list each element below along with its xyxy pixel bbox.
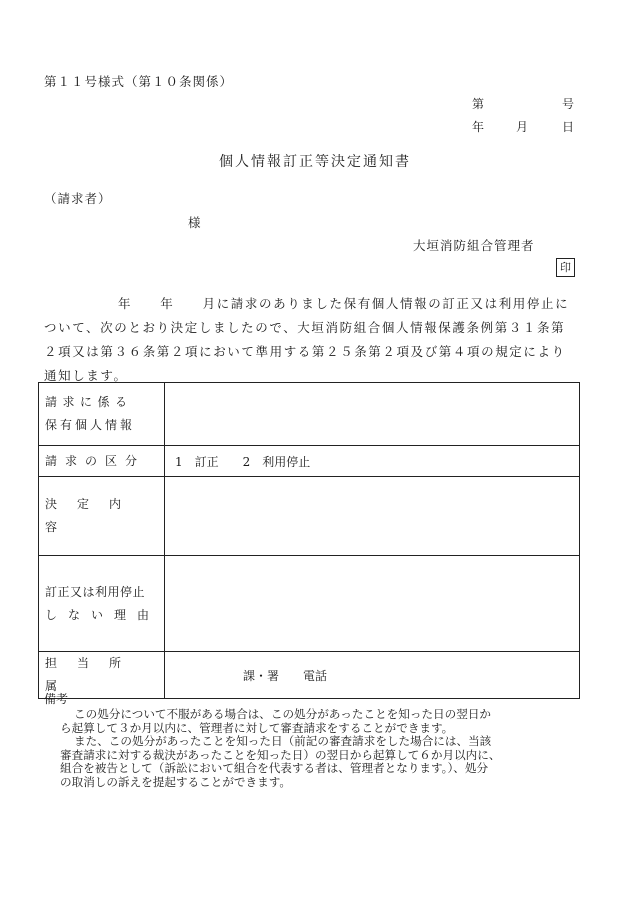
row-label-line: 請求に係る <box>45 395 133 409</box>
row-label-request-type: 請求の区分 <box>39 446 165 477</box>
remarks-line: 組合を被告として（訴訟において組合を代表する者は、管理者となります。）、処分 <box>60 761 489 775</box>
ref-dai-label: 第 <box>472 97 485 111</box>
row-label-decision: 決定内容 <box>39 477 165 556</box>
department-contact: 課・署 電話 <box>165 652 580 699</box>
table-row <box>39 652 580 699</box>
decision-form-table <box>38 382 580 699</box>
remarks-line: 審査請求に対する裁決があったことを知った日）の翌日から起算して６か月以内に、 <box>60 747 501 762</box>
remarks-line: この処分について不服がある場合は、この処分があったことを知った日の翌日か <box>74 707 492 721</box>
notice-body-line: ついて、次のとおり決定しましたので、大垣消防組合個人情報保護条例第３１条第 <box>44 320 566 335</box>
seal-stamp: 印 <box>556 258 575 277</box>
table-row <box>39 477 580 556</box>
ref-go-label: 号 <box>562 97 575 111</box>
issuer-name: 大垣消防組合管理者 <box>413 238 535 253</box>
requester-label: （請求者） <box>44 191 112 206</box>
date-day-label: 日 <box>562 120 575 134</box>
table-row <box>39 556 580 652</box>
row-label-department: 担当所属 <box>39 652 165 699</box>
notice-body-line: 通知します。 <box>44 368 128 383</box>
remarks-line: の取消しの訴えを提起することができます。 <box>60 774 291 789</box>
remarks-line: また、この処分があったことを知った日（前記の審査請求をした場合には、当該 <box>74 734 492 748</box>
remarks-label: 備考 <box>44 692 69 706</box>
reason-field[interactable] <box>165 556 580 652</box>
sama-label: 様 <box>188 215 201 230</box>
table-row <box>39 446 580 477</box>
remarks-text <box>60 708 592 789</box>
notice-body <box>44 292 590 388</box>
form-number: 第１１号様式（第１０条関係） <box>44 74 234 89</box>
decision-content-field[interactable] <box>165 477 580 556</box>
row-label-reason: 訂正又は利用停止 しない理由 <box>39 556 165 652</box>
notice-body-line: ２項又は第３６条第２項において準用する第２５条第２項及び第４項の規定により <box>44 344 566 359</box>
date-year-label: 年 <box>472 120 485 134</box>
row-label-requested-info <box>39 383 165 446</box>
requested-info-field[interactable] <box>165 383 580 446</box>
date-month-label: 月 <box>516 120 529 134</box>
remarks-line: ら起算して３か月以内に、管理者に対して審査請求をすることができます。 <box>60 720 454 735</box>
notice-body-line: 年 年 月に請求のありました保有個人情報の訂正又は利用停止に <box>118 296 570 311</box>
document-title: 個人情報訂正等決定通知書 <box>219 154 411 170</box>
table-row <box>39 383 580 446</box>
request-type-value: 1 訂正 2 利用停止 <box>165 446 580 477</box>
row-label-line: 保有個人情報 <box>45 418 136 432</box>
